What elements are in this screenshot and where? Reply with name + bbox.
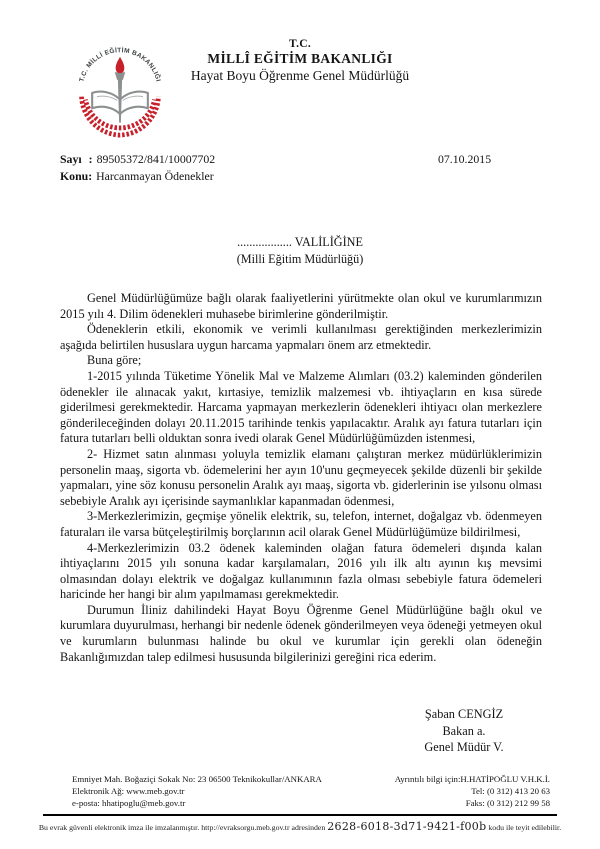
footer-network: Elektronik Ağ: www.meb.gov.tr xyxy=(72,786,185,796)
verification-line xyxy=(0,820,600,833)
body-paragraph: 1-2015 yılında Tüketime Yönelik Mal ve Malzeme Alımları (03.2) kaleminden gönderilen ödenekler ile alınacak yakıt, kırtasiye, temizlik malzemesi vb. ihtiyaçların en kısa sürede giderilmesi gerekmektedir. Harcama yapmayan merkezlerin ödenekleri ihtiyacı olan merkezlere gönderileceğinden dolayı 20.11.2015 tarihinde tenkis yapılacaktır. Aralık ayı fatura tutarları için fatura tutarları belli olduktan sonra ivedi olarak Genel Müdürlüğümüzden istenmesi, xyxy=(60,368,542,446)
signatory-title2: Genel Müdür V. xyxy=(424,740,504,754)
signatory-title: Bakan a. xyxy=(442,723,486,738)
konu-value: Harcanmayan Ödenekler xyxy=(96,169,214,183)
body-paragraph: Ödeneklerin etkili, ekonomik ve verimli kullanılması gerektiğinden merkezlerimizin aşağıda belirtilen hususlara uygun harcama yapmaları önem arz etmektedir. xyxy=(60,322,542,352)
verification-suffix: kodu ile teyit edilebilir. xyxy=(488,823,562,832)
ministry-title: MİLLÎ EĞİTİM BAKANLIĞI xyxy=(207,51,393,66)
footer-fax: Faks: (0 312) 212 99 58 xyxy=(465,798,550,808)
letter-body xyxy=(60,291,542,665)
logo-arc-text: T.C. MİLLİ EĞİTİM BAKANLIĞI xyxy=(78,47,162,83)
footer-email: e-posta: hhatipoglu@meb.gov.tr xyxy=(72,798,186,808)
footer-contact-block xyxy=(72,773,550,809)
footer-divider xyxy=(43,814,557,816)
recipient-block xyxy=(0,234,600,267)
body-paragraph: Genel Müdürlüğümüze bağlı olarak faaliyetlerini yürütmekte olan okul ve kurumlarımızın 2015 yılı 4. Dilim ödenekleri muhasebe birimlerine gönderilmiştir. xyxy=(60,291,542,321)
footer-left-column xyxy=(72,773,322,809)
footer-address: Emniyet Mah. Boğaziçi Sokak No: 23 06500 Teknikokullar/ANKARA xyxy=(72,774,322,784)
sayi-separator: : xyxy=(88,152,93,166)
konu-label: Konu: xyxy=(60,169,93,183)
footer-right-column xyxy=(395,773,550,809)
body-paragraph: 4-Merkezlerimizin 03.2 ödenek kaleminden olağan fatura ödemeleri dışında kalan ihtiyaçlarını 2015 yılı sonuna kadar karşılamaları, 2016 yılı ilk altı ayının kış mevsimi olmasından dolayı elektrik ve doğalgaz kullanımının fazla olması sebebiyle fatura ödemeleri haricinde her hangi bir alım yapılmaması gerekmektedir. xyxy=(60,540,542,602)
sayi-label: Sayı xyxy=(60,152,82,166)
verification-prefix: Bu evrak güvenli elektronik imza ile imzalanmıştır. http://evraksorgu.meb.gov.tr adresinden xyxy=(38,823,326,832)
document-meta xyxy=(60,151,545,185)
body-paragraph: Buna göre; xyxy=(87,353,142,368)
signatory-name: Şaban CENGİZ xyxy=(424,707,504,721)
letterhead xyxy=(0,38,600,84)
sayi-value: 89505372/841/10007702 xyxy=(96,152,216,166)
footer-contact-info: Ayrıntılı bilgi için:H.HATİPOĞLU V.H.K.İ. xyxy=(394,774,550,784)
department-title: Hayat Boyu Öğrenme Genel Müdürlüğü xyxy=(190,68,410,83)
recipient-subline: (Milli Eğitim Müdürlüğü) xyxy=(236,251,364,266)
verification-code: 2628-6018-3d71-9421-f00b xyxy=(327,820,487,833)
konu-row xyxy=(60,168,545,185)
body-paragraph: Durumun İliniz dahilindeki Hayat Boyu Öğrenme Genel Müdürlüğüne bağlı okul ve kurumlara duyurulması, herhangi bir nedenle ödenek gönderilmeyen veya ödeneği yetmeyen okul ve kurumların bulunması halinde bu okul ve kurumlar için gerekli olan ödeneğin Bakanlığımızdan talep edilmesi hususunda bilgilerinizi gereğini rica ederim. xyxy=(60,602,542,664)
body-paragraph: 3-Merkezlerimizin, geçmişe yönelik elektrik, su, telefon, internet, doğalgaz vb. ödenmeyen faturaları ile varsa bütçeleştirilmiş borçlarının acil olarak Genel Müdürlüğümüze bildirilmesi, xyxy=(60,509,542,539)
document-date: 07.10.2015 xyxy=(438,152,492,166)
sayi-row xyxy=(60,151,545,168)
signature-block xyxy=(383,706,545,756)
recipient-line: .................. VALİLİĞİNE xyxy=(237,235,363,249)
republic-title: T.C. xyxy=(288,38,312,50)
body-paragraph: 2- Hizmet satın alınması yoluyla temizlik elamanı çalıştıran merkez müdürlüklerimizin personelin maaş, sigorta vb. ödemelerini her ayın 10'unu geçmeyecek şekilde düzenli bir şekilde yapmaları, yine söz konusu personelin Aralık ayı maaş, sigorta vb. giderlerinin ise yılsonu olması sebebiyle Aralık ayı içerisinde saymanlıklar kapanmadan ödenmesi, xyxy=(60,446,542,508)
footer-tel: Tel: (0 312) 413 20 63 xyxy=(471,786,550,796)
